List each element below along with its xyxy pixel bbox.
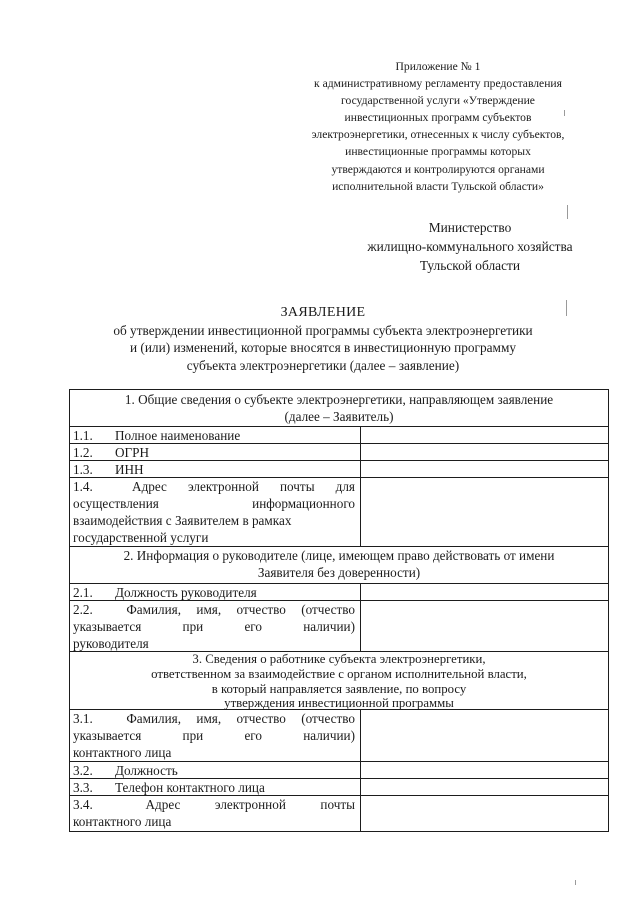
table-border: [608, 389, 609, 832]
row-2-1-label: 2.1. Должность руководителя: [73, 585, 257, 600]
table-border: [69, 389, 609, 390]
section-3-line: утверждения инвестиционной программы: [224, 696, 454, 711]
title-line: об утверждении инвестиционной программы субъекта электроэнергетики: [113, 322, 533, 338]
section-2-subtitle: Заявителя без доверенности): [257, 564, 421, 580]
column-divider: [360, 583, 361, 651]
row-1-3-label: 1.3. ИНН: [73, 462, 144, 477]
addressee-block: [320, 218, 620, 275]
title-line: и (или) изменений, которые вносятся в инвестиционную программу: [129, 340, 517, 355]
section-3-header: [69, 652, 609, 711]
row-divider: [69, 460, 609, 461]
section-1-header: [69, 392, 609, 425]
row-1-2-label: 1.2. ОГРН: [73, 445, 150, 460]
appendix-line: исполнительной власти Тульской области»: [332, 179, 544, 193]
column-divider: [360, 709, 361, 832]
appendix-line: Приложение № 1: [395, 60, 481, 73]
section-2-header: [69, 548, 609, 581]
addressee-line: Министерство: [428, 220, 512, 235]
row-divider: [69, 546, 609, 547]
row-3-3-label: 3.3. Телефон контактного лица: [73, 780, 265, 795]
table-border: [69, 831, 609, 832]
appendix-line: инвестиционные программы которых: [345, 145, 531, 159]
appendix-line: утверждаются и контролируются органами: [331, 162, 545, 176]
addressee-line: Тульской области: [419, 258, 521, 273]
appendix-line: государственной услуги «Утверждение: [341, 94, 535, 108]
section-1-title: 1. Общие сведения о субъекте электроэнергетики, направляющем заявление: [124, 392, 554, 407]
column-divider: [360, 426, 361, 546]
section-3-line: ответственном за взаимодействие с органом исполнительной власти,: [151, 666, 527, 681]
scan-speck: [564, 110, 565, 116]
row-3-4-label: 3.4. Адрес электронной почты контактного лица: [73, 797, 355, 829]
appendix-line: к административному регламенту предоставления: [314, 77, 562, 91]
table-border: [69, 389, 70, 832]
title-heading: ЗАЯВЛЕНИЕ: [280, 305, 366, 320]
section-2-title: 2. Информация о руководителе (лице, имеющем право действовать от имени: [123, 548, 555, 563]
application-form-table: [69, 389, 609, 832]
document-title: [58, 304, 588, 374]
row-2-2-label: 2.2. Фамилия, имя, отчество (отчество указывается при его наличии) руководителя: [73, 602, 355, 651]
section-3-line: в который направляется заявление, по вопросу: [211, 681, 467, 696]
appendix-line: инвестиционных программ субъектов: [344, 111, 532, 125]
row-3-1-label: 3.1. Фамилия, имя, отчество (отчество указывается при его наличии) контактного лица: [73, 711, 355, 760]
appendix-line: электроэнергетики, отнесенных к числу субъектов,: [311, 128, 565, 142]
row-3-2-label: 3.2. Должность: [73, 763, 178, 778]
title-line: субъекта электроэнергетики (далее – заявление): [186, 357, 460, 373]
addressee-line: жилищно-коммунального хозяйства: [367, 239, 573, 254]
section-1-subtitle: (далее – Заявитель): [284, 408, 394, 424]
scan-speck: [567, 205, 568, 219]
section-3-title: 3. Сведения о работнике субъекта электроэнергетики,: [192, 652, 486, 666]
scan-speck: [566, 300, 567, 316]
appendix-header: [268, 58, 608, 195]
row-1-4-label: 1.4. Адрес электронной почты для осуществления информационного взаимодействия с Заявителем в рамках государственной услуги: [73, 479, 355, 545]
scan-speck: [575, 880, 576, 885]
row-1-1-label: 1.1. Полное наименование: [73, 428, 241, 443]
